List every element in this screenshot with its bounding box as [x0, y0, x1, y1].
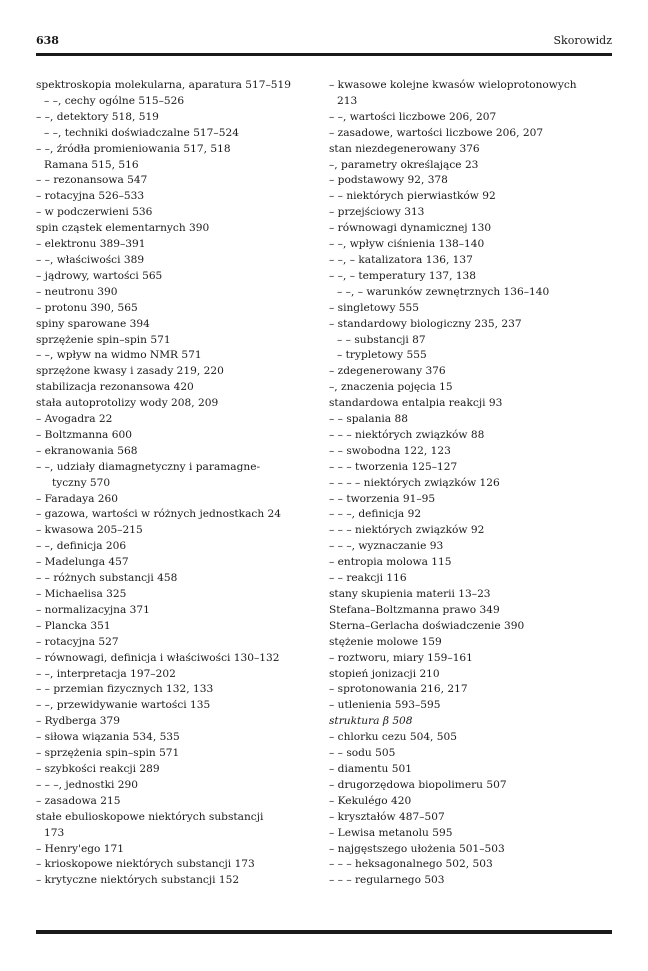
index-entry-text: stałe ebulioskopowe niektórych substancji [36, 810, 264, 823]
index-entry-text: – kwasowa 205–215 [36, 524, 143, 537]
index-entry-text: – równowagi, definicja i właściwości 130–132 [36, 651, 280, 664]
index-entry-text: – zasadowa 215 [36, 794, 121, 807]
index-entry [329, 428, 607, 444]
index-entry-text: – przejściowy 313 [329, 206, 425, 219]
index-entry [329, 746, 607, 762]
index-entry-text: –, parametry określające 23 [329, 158, 479, 171]
index-entry [329, 826, 607, 842]
index-entry-text: – zdegenerowany 376 [329, 365, 446, 378]
footer-rule [36, 930, 612, 934]
index-entry-text: – ekranowania 568 [36, 444, 138, 457]
index-entry [36, 412, 314, 428]
index-entry [329, 778, 607, 794]
index-entry [329, 762, 607, 778]
index-entry [36, 94, 314, 110]
index-entry [36, 682, 314, 698]
index-entry [329, 635, 607, 651]
index-entry [329, 539, 607, 555]
index-entry-text: stan niezdegenerowany 376 [329, 142, 480, 155]
index-entry [36, 476, 314, 492]
index-entry [36, 619, 314, 635]
index-entry [329, 698, 607, 714]
index-entry-text: – –, cechy ogólne 515–526 [44, 94, 185, 107]
index-column-right [329, 78, 607, 889]
index-entry [36, 507, 314, 523]
index-entry [36, 126, 314, 142]
index-entry [329, 444, 607, 460]
index-entry [36, 794, 314, 810]
index-entry [329, 476, 607, 492]
index-entry [36, 826, 314, 842]
index-entry-text: – diamentu 501 [329, 762, 412, 775]
page-header [36, 34, 612, 50]
index-entry [329, 301, 607, 317]
index-entry-text: spektroskopia molekularna, aparatura 517–519 [36, 79, 292, 91]
index-entry [36, 857, 314, 873]
index-entry [329, 205, 607, 221]
index-entry [36, 842, 314, 858]
index-entry-text: – – rezonansowa 547 [36, 174, 148, 187]
index-entry [329, 94, 607, 110]
page-number: 638 [36, 34, 59, 47]
index-entry-text: – Madelunga 457 [36, 556, 129, 569]
index-entry [36, 78, 314, 94]
index-entry [36, 762, 314, 778]
index-entry-text: – rotacyjna 526–533 [36, 190, 145, 203]
index-entry-text: – utlenienia 593–595 [329, 699, 441, 712]
index-entry [36, 269, 314, 285]
index-entry [329, 142, 607, 158]
index-entry [36, 301, 314, 317]
index-entry-text: – podstawowy 92, 378 [329, 174, 448, 187]
index-entry-text: – – reakcji 116 [329, 572, 407, 585]
index-entry [36, 730, 314, 746]
index-entry-text: – – –, definicja 92 [329, 508, 422, 521]
index-entry-text: – Henry'ego 171 [36, 842, 124, 855]
index-entry [36, 173, 314, 189]
index-entry [36, 221, 314, 237]
index-entry-text: – chlorku cezu 504, 505 [329, 731, 458, 744]
index-entry [329, 810, 607, 826]
index-entry-text: – – – niektórych związków 88 [329, 428, 485, 441]
index-entry-text: –, znaczenia pojęcia 15 [329, 381, 453, 394]
index-entry-text: – roztworu, miary 159–161 [329, 651, 473, 664]
index-entry [36, 635, 314, 651]
index-entry-text: – kwasowe kolejne kwasów wieloprotonowych [329, 79, 577, 91]
index-entry-text: spin cząstek elementarnych 390 [36, 222, 210, 235]
index-entry-text: – – substancji 87 [337, 333, 426, 346]
index-entry-text: tyczny 570 [52, 476, 111, 489]
index-entry-text: struktura β 508 [329, 715, 413, 728]
index-entry [36, 555, 314, 571]
index-entry-text: – szybkości reakcji 289 [36, 762, 160, 775]
index-entry [329, 237, 607, 253]
index-entry [329, 603, 607, 619]
index-entry-text: – – – heksagonalnego 502, 503 [329, 858, 493, 871]
index-entry-text: – –, wartości liczbowe 206, 207 [329, 110, 497, 123]
index-entry-text: – normalizacyjna 371 [36, 603, 150, 616]
index-entry [329, 842, 607, 858]
index-entry [36, 380, 314, 396]
index-entry-text: – – – tworzenia 125–127 [329, 460, 458, 473]
index-entry [329, 714, 607, 730]
index-entry [36, 142, 314, 158]
index-column-left [36, 78, 314, 889]
index-entry-text: spiny sparowane 394 [36, 317, 150, 330]
index-entry [329, 348, 607, 364]
index-entry [329, 221, 607, 237]
index-entry-text: – –, właściwości 389 [36, 253, 145, 266]
index-entry-text: – –, – temperatury 137, 138 [329, 269, 477, 282]
index-entry [329, 619, 607, 635]
index-entry-text: sprzężone kwasy i zasady 219, 220 [36, 365, 224, 378]
index-entry [329, 587, 607, 603]
index-entry-text: – sprzężenia spin–spin 571 [36, 747, 180, 760]
index-entry [329, 857, 607, 873]
index-entry-text: – w podczerwieni 536 [36, 206, 153, 219]
index-entry [329, 173, 607, 189]
index-entry-text: – –, wpływ ciśnienia 138–140 [329, 238, 485, 251]
index-entry [36, 237, 314, 253]
index-entry-text: – elektronu 389–391 [36, 238, 146, 251]
index-entry [36, 189, 314, 205]
index-entry [36, 317, 314, 333]
index-entry-text: – Lewisa metanolu 595 [329, 826, 453, 839]
index-entry [36, 285, 314, 301]
index-entry-text: – – swobodna 122, 123 [329, 444, 451, 457]
index-entry [329, 667, 607, 683]
index-entry [329, 651, 607, 667]
index-entry-text: – sprotonowania 216, 217 [329, 683, 468, 696]
index-entry [329, 460, 607, 476]
index-entry [329, 126, 607, 142]
index-entry-text: stabilizacja rezonansowa 420 [36, 381, 194, 394]
index-entry [36, 810, 314, 826]
index-entry [36, 698, 314, 714]
index-entry-text: – – –, jednostki 290 [36, 778, 138, 791]
index-entry [329, 396, 607, 412]
index-entry-text: – drugorzędowa biopolimeru 507 [329, 778, 507, 791]
index-entry-text: – –, techniki doświadczalne 517–524 [44, 126, 239, 139]
index-entry-text: – Michaelisa 325 [36, 588, 127, 600]
index-entry [329, 682, 607, 698]
index-entry [36, 571, 314, 587]
index-entry-text: – – – regularnego 503 [329, 874, 445, 887]
index-entry-text: – entropia molowa 115 [329, 556, 452, 569]
index-entry-text: – krytyczne niektórych substancji 152 [36, 874, 240, 887]
index-entry [329, 253, 607, 269]
index-entry-text: – –, udziały diamagnetyczny i paramagne- [36, 460, 261, 473]
index-entry-text: – Avogadra 22 [36, 413, 113, 426]
index-entry [329, 794, 607, 810]
index-entry-text: – – przemian fizycznych 132, 133 [36, 683, 214, 696]
index-entry [329, 730, 607, 746]
index-entry [329, 78, 607, 94]
index-entry-text: – –, – warunków zewnętrznych 136–140 [337, 285, 550, 298]
index-entry [36, 205, 314, 221]
index-entry [36, 746, 314, 762]
index-entry-text: stężenie molowe 159 [329, 635, 442, 648]
index-entry-text: – singletowy 555 [329, 301, 420, 314]
index-entry-text: sprzężenie spin–spin 571 [36, 333, 171, 346]
index-entry [329, 333, 607, 349]
header-rule [36, 53, 612, 56]
index-entry-text: – najgęstszego ułożenia 501–503 [329, 842, 505, 855]
index-entry-text: – jądrowy, wartości 565 [36, 269, 163, 282]
index-entry-text: – –, definicja 206 [36, 540, 127, 553]
index-entry [36, 110, 314, 126]
index-entry [329, 571, 607, 587]
index-entry-text: – – spalania 88 [329, 413, 408, 426]
index-entry [36, 667, 314, 683]
index-entry-text: – krioskopowe niektórych substancji 173 [36, 858, 255, 871]
index-entry [36, 253, 314, 269]
index-entry-text: – Plancka 351 [36, 619, 111, 632]
index-entry [329, 317, 607, 333]
index-entry-text: – –, – katalizatora 136, 137 [329, 253, 473, 266]
index-entry-text: – – – niektórych związków 92 [329, 524, 485, 537]
index-entry-text: – Kekulégo 420 [329, 794, 412, 807]
index-entry-text: – –, interpretacja 197–202 [36, 667, 176, 680]
index-entry [36, 523, 314, 539]
index-entry [36, 603, 314, 619]
index-entry-text: – równowagi dynamicznej 130 [329, 222, 492, 235]
index-entry-text: – –, detektory 518, 519 [36, 110, 159, 123]
index-entry [329, 380, 607, 396]
index-entry [329, 364, 607, 380]
index-entry-text: stała autoprotolizy wody 208, 209 [36, 397, 219, 410]
index-entry-text: – –, przewidywanie wartości 135 [36, 699, 211, 712]
index-entry [36, 428, 314, 444]
index-entry-text: – kryształów 487–507 [329, 810, 445, 823]
index-entry-text: – neutronu 390 [36, 285, 118, 298]
index-entry [329, 412, 607, 428]
index-entry [36, 444, 314, 460]
index-entry [36, 364, 314, 380]
index-entry [36, 333, 314, 349]
index-entry-text: – protonu 390, 565 [36, 301, 138, 314]
index-entry-text: – – różnych substancji 458 [36, 572, 178, 585]
index-entry [329, 189, 607, 205]
index-entry [36, 651, 314, 667]
index-entry-text: – – tworzenia 91–95 [329, 492, 436, 505]
index-entry-text: – –, wpływ na widmo NMR 571 [36, 349, 202, 362]
index-entry [329, 269, 607, 285]
index-entry [36, 492, 314, 508]
index-entry [36, 460, 314, 476]
index-entry-text: Ramana 515, 516 [44, 158, 139, 171]
index-entry [36, 158, 314, 174]
index-entry [329, 873, 607, 889]
index-entry-text: Sterna–Gerlacha doświadczenie 390 [329, 619, 525, 632]
index-entry [36, 587, 314, 603]
index-entry-text: – zasadowe, wartości liczbowe 206, 207 [329, 126, 544, 139]
index-entry-text: Stefana–Boltzmanna prawo 349 [329, 603, 500, 616]
index-entry-text: – siłowa wiązania 534, 535 [36, 731, 180, 744]
index-entry-text: – trypletowy 555 [337, 349, 427, 362]
index-entry [36, 348, 314, 364]
index-entry-text: – – sodu 505 [329, 747, 396, 760]
index-entry [329, 555, 607, 571]
index-entry-text: – – – – niektórych związków 126 [329, 476, 500, 489]
index-entry-text: stany skupienia materii 13–23 [329, 588, 491, 600]
index-entry [329, 285, 607, 301]
index-entry [329, 507, 607, 523]
index-entry-text: – standardowy biologiczny 235, 237 [329, 317, 522, 330]
index-entry-text: 213 [337, 94, 358, 107]
index-entry [36, 396, 314, 412]
index-entry-text: – –, źródła promieniowania 517, 518 [36, 142, 231, 155]
index-entry-text: – Faradaya 260 [36, 492, 118, 505]
index-entry-text: – – niektórych pierwiastków 92 [329, 190, 496, 203]
index-entry [36, 778, 314, 794]
running-title: Skorowidz [553, 34, 612, 47]
index-entry [329, 158, 607, 174]
index-entry-text: 173 [44, 826, 65, 839]
index-entry [36, 539, 314, 555]
index-entry [36, 714, 314, 730]
index-entry-text: – gazowa, wartości w różnych jednostkach 24 [36, 508, 282, 521]
index-entry [329, 110, 607, 126]
index-entry-text: – – –, wyznaczanie 93 [329, 540, 444, 553]
index-entry-text: standardowa entalpia reakcji 93 [329, 397, 503, 410]
index-entry-text: stopień jonizacji 210 [329, 667, 440, 680]
index-entry-text: – rotacyjna 527 [36, 635, 119, 648]
index-entry [329, 492, 607, 508]
index-entry [329, 523, 607, 539]
index-entry-text: – Rydberga 379 [36, 715, 121, 728]
index-entry-text: – Boltzmanna 600 [36, 428, 132, 441]
index-entry [36, 873, 314, 889]
